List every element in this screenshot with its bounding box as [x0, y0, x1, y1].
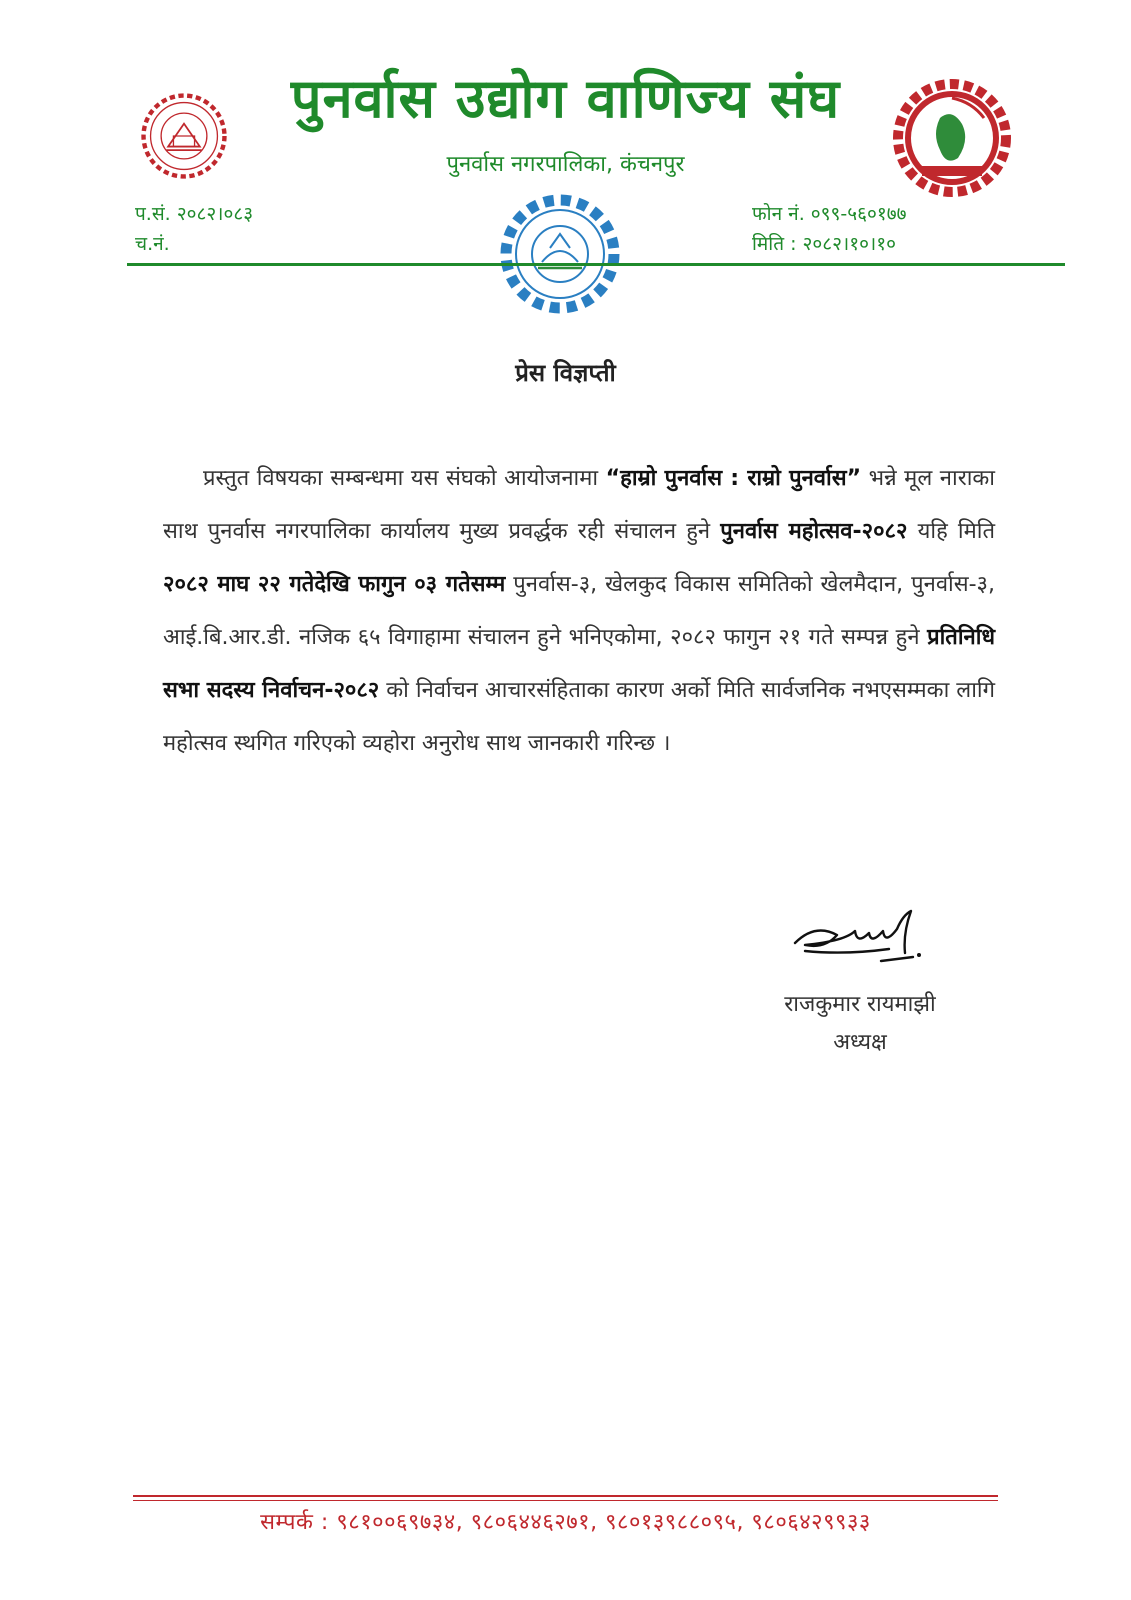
document-date: मिति : २०८२।१०।१०	[752, 233, 896, 255]
reference-number: प.सं. २०८२।०८३	[135, 203, 254, 225]
body-segment: प्रस्तुत विषयका सम्बन्धमा यस संघको आयोजनामा	[203, 466, 599, 491]
gear-seal-icon	[498, 190, 622, 318]
festival-badge-icon	[892, 78, 1012, 198]
election-name: प्रतिनिधि सभा सदस्य निर्वाचन-२०८२	[163, 625, 995, 703]
press-release-body	[163, 452, 995, 770]
body-segment: पुनर्वास-३, खेलकुद विकास समितिको खेलमैदान, पुनर्वास-३, आई.बि.आर.डी. नजिक ६५ विगाहामा संचालन हुने भनिएकोमा, २०८२ फागुन २१ गते सम्पन्न हुने	[163, 572, 995, 650]
footer-divider	[133, 1500, 998, 1501]
chamber-emblem-icon	[140, 92, 228, 180]
document-heading: प्रेस विज्ञप्ती	[515, 359, 616, 387]
slogan: “हाम्रो पुनर्वास : राम्रो पुनर्वास”	[605, 466, 862, 491]
signer-title: अध्यक्ष	[833, 1030, 887, 1055]
header-divider	[127, 263, 1065, 266]
contact-numbers: सम्पर्क : ९८१००६९७३४, ९८०६४४६२७१, ९८०१३९८८०९५, ९८०६४२९९३३	[260, 1510, 871, 1535]
signature-mark	[785, 905, 935, 970]
body-segment: को निर्वाचन आचारसंहिताका कारण अर्को मिति सार्वजनिक नभएसम्मका लागि महोत्सव स्थगित गरिएको व्यहोरा अनुरोध साथ जानकारी गरिन्छ ।	[163, 678, 995, 756]
dispatch-number: च.नं.	[135, 233, 170, 255]
organization-address: पुनर्वास नगरपालिका, कंचनपुर	[446, 152, 685, 177]
phone-number: फोन नं. ०९९-५६०१७७	[752, 203, 907, 225]
body-segment: भन्ने मूल नाराका साथ पुनर्वास नगरपालिका कार्यालय मुख्य प्रवर्द्धक रही संचालन हुने	[163, 466, 996, 544]
organization-name: पुनर्वास उद्योग वाणिज्य संघ	[290, 67, 841, 130]
festival-name: पुनर्वास महोत्सव-२०८२	[720, 519, 908, 544]
body-segment: यहि मिति	[917, 519, 996, 544]
footer-divider	[133, 1495, 998, 1497]
festival-dates: २०८२ माघ २२ गतेदेखि फागुन ०३ गतेसम्म	[163, 572, 506, 597]
signer-name: राजकुमार रायमाझी	[784, 992, 936, 1017]
